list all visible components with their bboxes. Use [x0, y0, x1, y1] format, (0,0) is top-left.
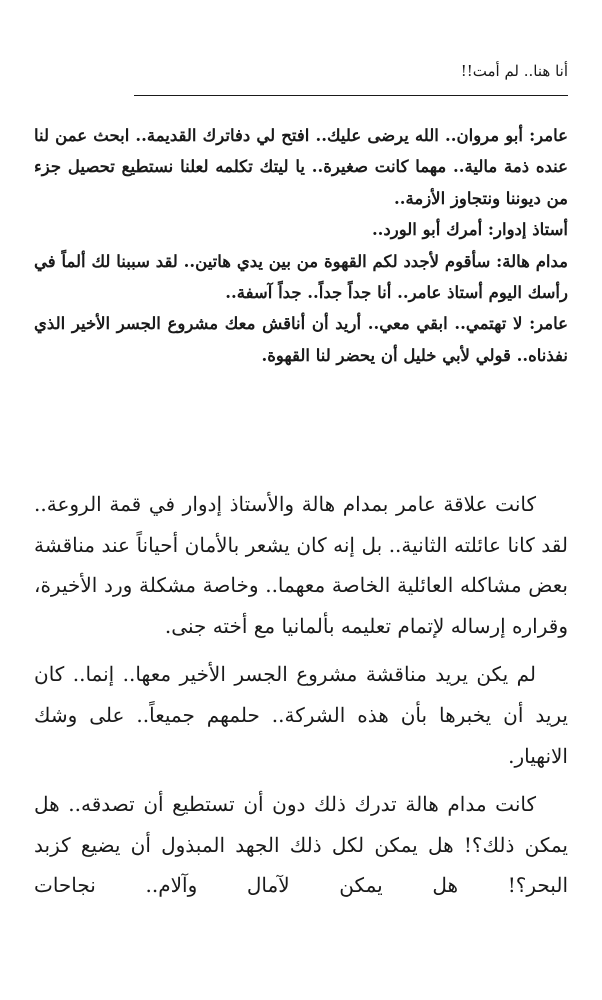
narrative-block [34, 484, 568, 914]
running-header: أنا هنا.. لم أمت!! [460, 62, 568, 80]
header-rule [134, 95, 568, 96]
dialogue-line: عامر: أبو مروان.. الله يرضى عليك.. افتح لي دفاترك القديمة.. ابحث عمن لنا عنده ذمة مالية.. مهما كانت صغيرة.. يا ليتك تكلمه لعلنا نستطيع تحصيل جزء من ديوننا ونتجاوز الأزمة.. [34, 126, 568, 208]
dialogue-line: مدام هالة: سأقوم لأجدد لكم القهوة من بين يدي هاتين.. لقد سببنا لك ألماً في رأسك اليوم أستاذ عامر.. أنا جداً جداً.. جداً آسفة.. [34, 251, 568, 303]
dialogue-block [34, 120, 568, 371]
narrative-paragraph: كانت علاقة عامر بمدام هالة والأستاذ إدوار في قمة الروعة.. لقد كانا عائلته الثانية.. بل إنه كان يشعر بالأمان أحياناً عند مناقشة بعض مشاكله العائلية الخاصة معهما.. وخاصة مشكلة ورد الأخيرة، وقراره إرساله لإتمام تعليمه بألمانيا مع أخته جنى. [34, 492, 568, 638]
dialogue-line: أستاذ إدوار: أمرك أبو الورد.. [371, 220, 568, 240]
dialogue-line: عامر: لا تهتمي.. ابقي معي.. أريد أن أناقش معك مشروع الجسر الأخير الذي نفذناه.. قولي لأبي خليل أن يحضر لنا القهوة. [34, 314, 568, 365]
narrative-paragraph: لم يكن يريد مناقشة مشروع الجسر الأخير معها.. إنما.. كان يريد أن يخبرها بأن هذه الشركة.. حلمهم جميعاً.. على وشك الانهيار. [34, 662, 568, 768]
narrative-paragraph: كانت مدام هالة تدرك ذلك دون أن تستطيع أن تصدقه.. هل يمكن ذلك؟! هل يمكن لكل ذلك الجهد المبذول أن يضيع كزبد البحر؟! هل يمكن لآمال وآلام.. نجاحات [34, 792, 568, 898]
